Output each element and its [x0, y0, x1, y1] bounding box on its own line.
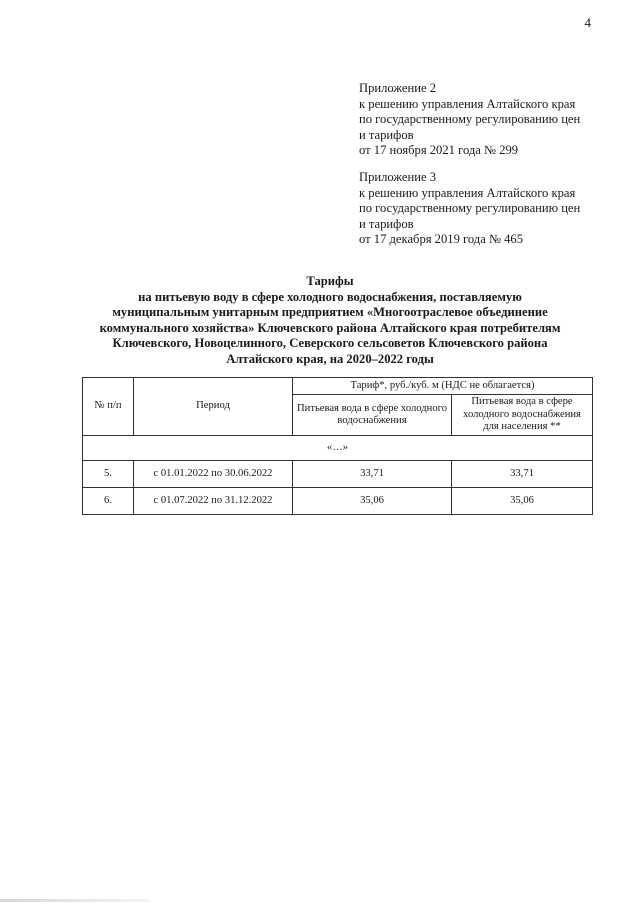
title-line: муниципальным унитарным предприятием «Многоотраслевое объединение — [112, 305, 548, 320]
appendix-3-line: и тарифов — [359, 216, 414, 231]
title-line: коммунального хозяйства» Ключевского района Алтайского края потребителям — [99, 320, 561, 335]
title-line: Тарифы — [306, 274, 354, 288]
title-line: на питьевую воду в сфере холодного водоснабжения, поставляемую — [138, 289, 522, 304]
table-row — [83, 488, 593, 515]
appendix-3-line: к решению управления Алтайского края — [359, 185, 576, 200]
appendix-3-line: по государственному регулированию цен — [359, 201, 581, 216]
ellipsis-cell: «…» — [83, 436, 593, 461]
title-line: Алтайского края, на 2020–2022 годы — [226, 351, 434, 366]
cell-num: 5. — [83, 461, 134, 488]
header-tariff-group: Тариф*, руб./куб. м (НДС не облагается) — [293, 378, 593, 395]
cell-tariff-a: 35,06 — [293, 488, 452, 515]
appendix-2-line: по государственному регулированию цен — [359, 112, 581, 127]
appendix-3-line: Приложение 3 — [359, 170, 437, 184]
cell-tariff-b: 35,06 — [452, 488, 593, 515]
document-title — [70, 274, 590, 368]
scan-artifact — [0, 899, 150, 902]
appendix-3-header — [359, 170, 609, 248]
appendix-2-line: и тарифов — [359, 127, 414, 142]
cell-period: с 01.07.2022 по 31.12.2022 — [134, 488, 293, 515]
header-num: № п/п — [83, 378, 134, 436]
table-row — [83, 461, 593, 488]
cell-period: с 01.01.2022 по 30.06.2022 — [134, 461, 293, 488]
header-col-b: Питьевая вода в сфере холодного водоснабжения для населения ** — [452, 395, 593, 436]
appendix-2-line: от 17 ноября 2021 года № 299 — [359, 143, 519, 158]
table-header-row — [83, 378, 593, 395]
appendix-2-line: Приложение 2 — [359, 81, 437, 95]
appendix-2-line: к решению управления Алтайского края — [359, 96, 576, 111]
cell-tariff-b: 33,71 — [452, 461, 593, 488]
header-col-a: Питьевая вода в сфере холодного водоснабжения — [293, 395, 452, 436]
appendix-3-line: от 17 декабря 2019 года № 465 — [359, 232, 524, 247]
title-line: Ключевского, Новоцелинного, Северского сельсоветов Ключевского района — [112, 336, 548, 351]
header-period: Период — [134, 378, 293, 436]
appendix-2-header — [359, 81, 609, 159]
page-number: 4 — [584, 15, 591, 30]
cell-tariff-a: 33,71 — [293, 461, 452, 488]
table-row-ellipsis — [83, 436, 593, 461]
cell-num: 6. — [83, 488, 134, 515]
tariff-table — [82, 377, 593, 515]
